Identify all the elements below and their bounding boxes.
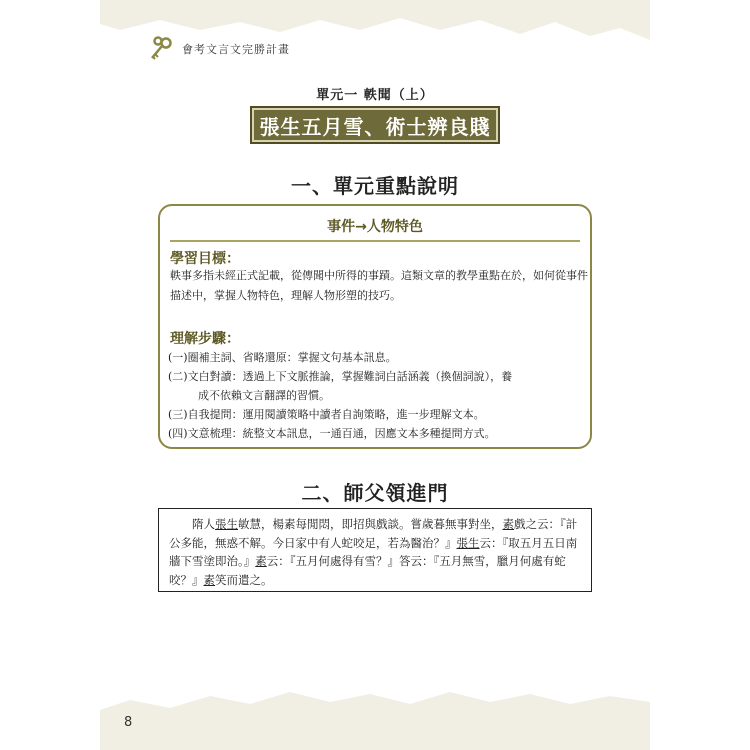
person-name: 素 <box>255 554 267 568</box>
person-name: 素 <box>502 517 514 531</box>
passage-text: 隋人 <box>192 517 215 531</box>
key-points-frame <box>158 204 592 449</box>
frame-title: 事件→人物特色 <box>327 219 423 235</box>
section-heading-one: 一、單元重點說明 <box>291 174 459 198</box>
classical-passage <box>158 508 592 592</box>
book-page <box>100 0 650 750</box>
divider <box>170 240 580 242</box>
bottom-decorative-band <box>100 670 650 750</box>
lesson-title: 張生五月雪、術士辨良賤 <box>250 106 500 144</box>
goal-text: 軼事多指未經正式記載，從傳聞中所得的事蹟。這類文章的教學重點在於，如何從事件描述中，掌握人物特色，理解人物形塑的技巧。 <box>170 269 588 302</box>
step-item-continued: 成不依賴文言翻譯的習慣。 <box>198 389 330 402</box>
passage-text: 云：『取五月五日南牆下雪塗即治。』 <box>169 535 578 568</box>
key-icon <box>148 36 174 62</box>
book-title: 會考文言文完勝計畫 <box>182 43 290 56</box>
passage-text: 云：『五月何處得有雪？』答云：『五月無雪，臘月何處有蛇咬？』 <box>169 554 566 587</box>
goal-heading: 學習目標： <box>170 251 240 267</box>
passage-text: 笑而遣之。 <box>215 572 273 587</box>
person-name: 張生 <box>456 535 480 550</box>
person-name: 素 <box>203 572 215 587</box>
steps-list <box>168 348 590 443</box>
step-item: (四)文意梳理：統整文本訊息，一通百通，因應文本多種提問方式。 <box>168 427 496 440</box>
step-item: (一)圈補主詞、省略還原：掌握文句基本訊息。 <box>168 351 397 364</box>
passage-text: 戲之云：『計公多能，無惑不解。今日家中有人蛇咬足，若為醫治？』 <box>169 517 578 550</box>
section-heading-two: 二、師父領進門 <box>301 481 449 505</box>
step-item: (三)自我提問：運用閱讀策略中讀者自詢策略，進一步理解文本。 <box>168 408 485 421</box>
steps-heading: 理解步驟： <box>170 331 240 347</box>
passage-text: 敏慧，楊素每閒悶，即招與戲談。嘗歲暮無事對坐， <box>238 517 503 531</box>
book-header <box>148 36 290 62</box>
person-name: 張生 <box>215 517 238 531</box>
unit-label: 單元一 軼聞（上） <box>316 88 434 103</box>
step-item: (二)文白對讀：透過上下文脈推論，掌握難詞白話涵義（換個詞說），養 <box>168 370 513 383</box>
page-number: 8 <box>124 715 133 730</box>
